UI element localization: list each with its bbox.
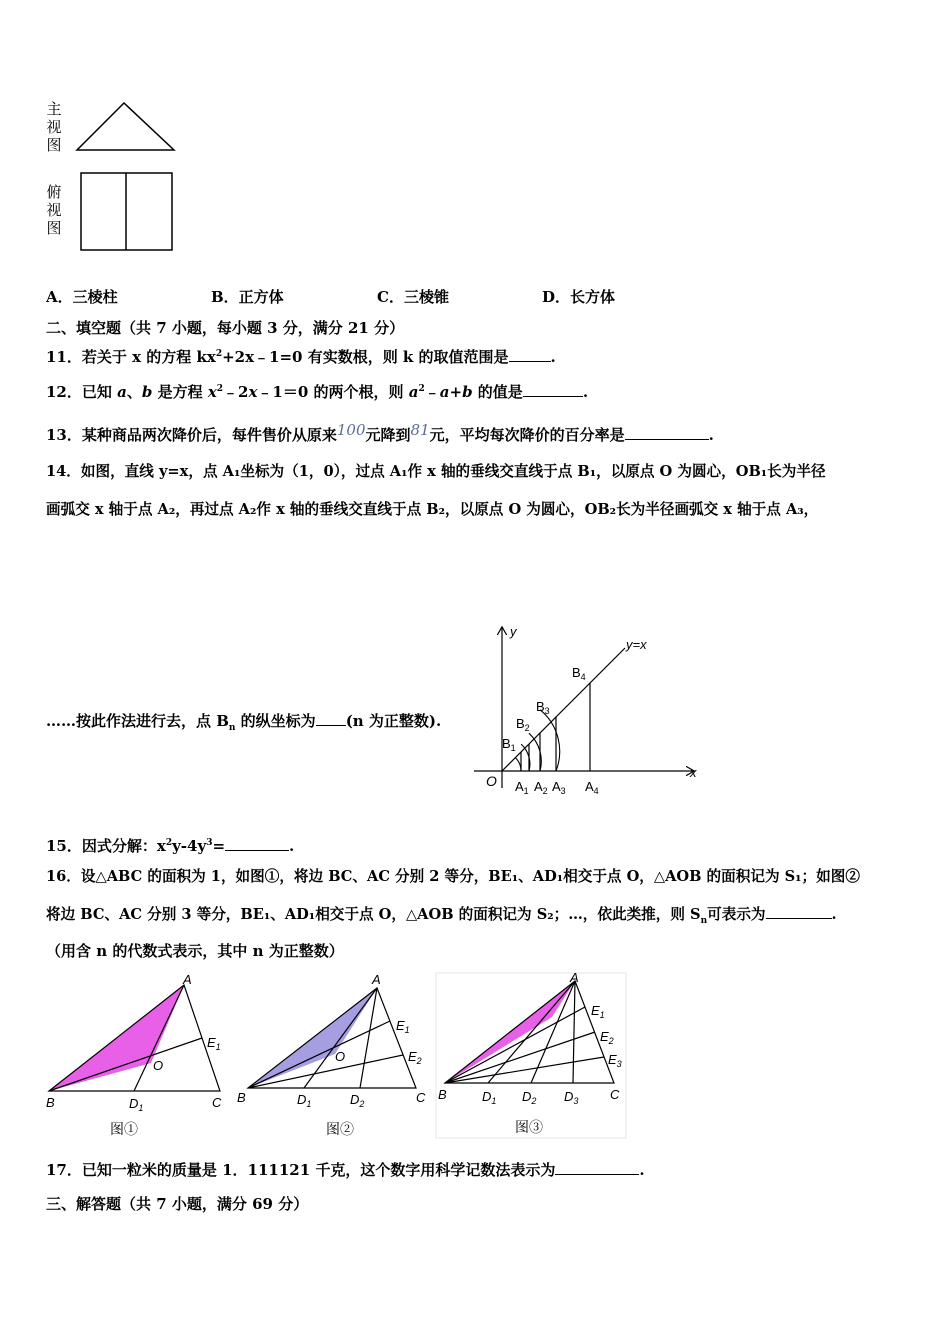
label-d2: $D_2$ [522,1089,537,1106]
label-a: A [570,970,579,985]
label-c: C [416,1090,426,1105]
label-b: B [237,1090,246,1105]
q14-sub: n [228,723,236,733]
top-view-char: 图 [46,219,62,237]
answer-blank[interactable] [555,1160,639,1175]
label-b4: $B_4$ [572,665,586,682]
label-a: A [372,972,381,987]
label-a3: $A_3$ [552,779,566,796]
q16-figures [44,970,634,1142]
q12-text: 、 [126,383,142,401]
label-b: B [46,1095,55,1110]
q12-text: ﹣2 [223,383,249,401]
option-a[interactable]: A．三棱柱 [46,288,118,306]
triangle-abc [445,981,614,1083]
q12-text: + [449,383,463,401]
arc-1 [515,758,521,771]
caption-2: 图② [326,1121,354,1137]
caption-1: 图① [110,1121,138,1137]
q12-end: . [582,383,589,401]
label-e1: $E_1$ [591,1003,605,1020]
q13-text: 13．某种商品两次降价后，每件售价从原来 [46,426,337,444]
label-d1: $D_1$ [129,1096,144,1113]
option-d[interactable]: D．长方体 [542,288,616,306]
q13-end: . [708,426,714,444]
a-labels [515,779,599,796]
q14-text: (n 为正整数). [345,712,442,730]
q12-sup: 2 [216,384,224,394]
label-e1: $E_1$ [207,1035,221,1052]
section-3-heading: 三、解答题（共 7 小题，满分 69 分） [46,1195,309,1213]
origin-label: O [486,773,497,789]
label-b1: $B_1$ [502,736,516,753]
front-view-char: 主 [46,100,62,118]
q11-end: . [550,348,556,366]
q14-figure [468,616,708,802]
question-14-line-3 [46,711,441,738]
q14-text: 的纵坐标为 [235,712,316,730]
answer-blank[interactable] [509,347,551,362]
q15-end: . [289,837,295,855]
q17-text: 17．已知一粒米的质量是 1．111121 千克，这个数字用科学记数法表示为 [46,1161,556,1179]
front-view-triangle [74,100,178,154]
q15-text: y-4y [172,837,207,855]
cevian-be2 [445,1032,595,1083]
option-b[interactable]: B．正方体 [211,288,284,306]
question-16-line-1: 16．设△ABC 的面积为 1，如图①，将边 BC、AC 分别 2 等分，BE₁、AD₁相交于点 O，△AOB 的面积记为 S₁；如图② [46,868,860,885]
figure-2 [237,972,426,1137]
q17-end: . [639,1161,645,1179]
line-label: y=x [626,637,647,652]
q12-var: a [408,383,419,401]
arc-4 [540,710,560,771]
label-d1: $D_1$ [482,1089,497,1106]
label-a1: $A_1$ [515,779,529,796]
q12-var: a [117,383,127,401]
label-a4: $A_4$ [585,779,599,796]
q12-var: b [462,383,473,401]
option-c[interactable]: C．三棱锥 [377,288,449,306]
answer-blank[interactable] [225,836,289,851]
question-17 [46,1160,645,1180]
q15-text: 15．因式分解：x [46,837,166,855]
cevian-ad1 [488,981,575,1083]
label-d2: $D_2$ [350,1092,365,1109]
q15-sup: 3 [206,838,213,848]
figure-1 [46,972,222,1137]
q12-var: x [248,383,258,401]
label-c: C [212,1095,222,1110]
q14-text: ……按此作法进行去，点 B [46,712,229,730]
q15-text: = [212,837,226,855]
answer-blank[interactable] [316,711,346,726]
label-b3: $B_3$ [536,699,550,716]
x-axis-label: x [690,765,697,780]
q12-text: 的值是 [472,383,523,401]
front-view-label [45,100,63,154]
label-b: B [438,1087,447,1102]
front-view-char: 视 [46,118,62,136]
question-15 [46,833,294,856]
q12-text: ﹣1＝0 的两个根，则 [257,383,409,401]
caption-3: 图③ [515,1119,543,1135]
top-view-char: 视 [46,201,62,219]
q13-value-old: 100 [336,421,366,439]
q16-end: . [831,906,837,923]
q12-var: a [439,383,450,401]
answer-blank[interactable] [766,904,832,919]
label-d3: $D_3$ [564,1089,579,1106]
label-c: C [610,1087,620,1102]
label-o: O [153,1058,164,1073]
figure-3 [436,970,626,1138]
question-11 [46,344,556,367]
q12-text: 是方程 [152,383,208,401]
q13-value-new: 81 [410,421,430,439]
q12-text: 12．已知 [46,383,118,401]
label-a2: $A_2$ [534,779,548,796]
question-12 [46,379,588,402]
top-view-label [45,183,63,237]
question-14-line-1: 14．如图，直线 y=x，点 A₁坐标为（1，0），过点 A₁作 x 轴的垂线交直线于点 B₁，以原点 O 为圆心，OB₁长为半径 [46,463,826,480]
q11-text: +2x﹣1=0 有实数根，则 k 的取值范围是 [222,348,509,366]
front-view-char: 图 [46,136,62,154]
perpendiculars [521,683,590,771]
cevian-ad3 [573,981,575,1083]
question-16-line-3: （用含 n 的代数式表示，其中 n 为正整数） [46,942,344,960]
q16-sub: n [700,915,708,926]
q16-text: 可表示为 [707,906,766,923]
label-e3: $E_3$ [608,1052,622,1069]
y-axis-label: y [510,624,517,639]
q12-sup: 2 [418,384,425,394]
q13-text: 元，平均每次降价的百分率是 [429,426,625,444]
top-view-rectangle [78,170,176,254]
section-2-heading: 二、填空题（共 7 小题，每小题 3 分，满分 21 分） [46,319,405,337]
label-b2: $B_2$ [516,716,530,733]
answer-blank[interactable] [523,382,583,397]
q11-text: 11．若关于 x 的方程 kx [46,348,216,366]
label-a: A [183,972,192,987]
label-o: O [335,1049,346,1064]
axes [474,628,693,788]
top-view-char: 俯 [46,183,62,201]
label-e2: $E_2$ [600,1029,614,1046]
q11-sup: 2 [215,349,223,359]
q16-text: 将边 BC、AC 分别 3 等分，BE₁、AD₁相交于点 O，△AOB 的面积记为 S₂；…，依此类推，则 S [46,906,701,923]
q12-var: x [207,383,217,401]
cevian-be1 [248,1021,390,1088]
figure-3-frame [436,973,626,1138]
q15-sup: 2 [165,838,173,848]
question-16-line-2 [46,904,837,931]
question-13 [46,421,714,445]
b-labels [502,665,586,753]
q12-var: b [141,383,153,401]
q12-text: ﹣ [424,383,440,401]
label-e1: $E_1$ [396,1018,410,1035]
q13-text: 元降到 [365,426,411,444]
label-e2: $E_2$ [408,1049,422,1066]
question-14-line-2: 画弧交 x 轴于点 A₂，再过点 A₂作 x 轴的垂线交直线于点 B₂，以原点 O 为圆心，OB₂长为半径画弧交 x 轴于点 A₃， [46,501,819,518]
answer-blank[interactable] [625,425,709,440]
label-d1: $D_1$ [297,1092,312,1109]
